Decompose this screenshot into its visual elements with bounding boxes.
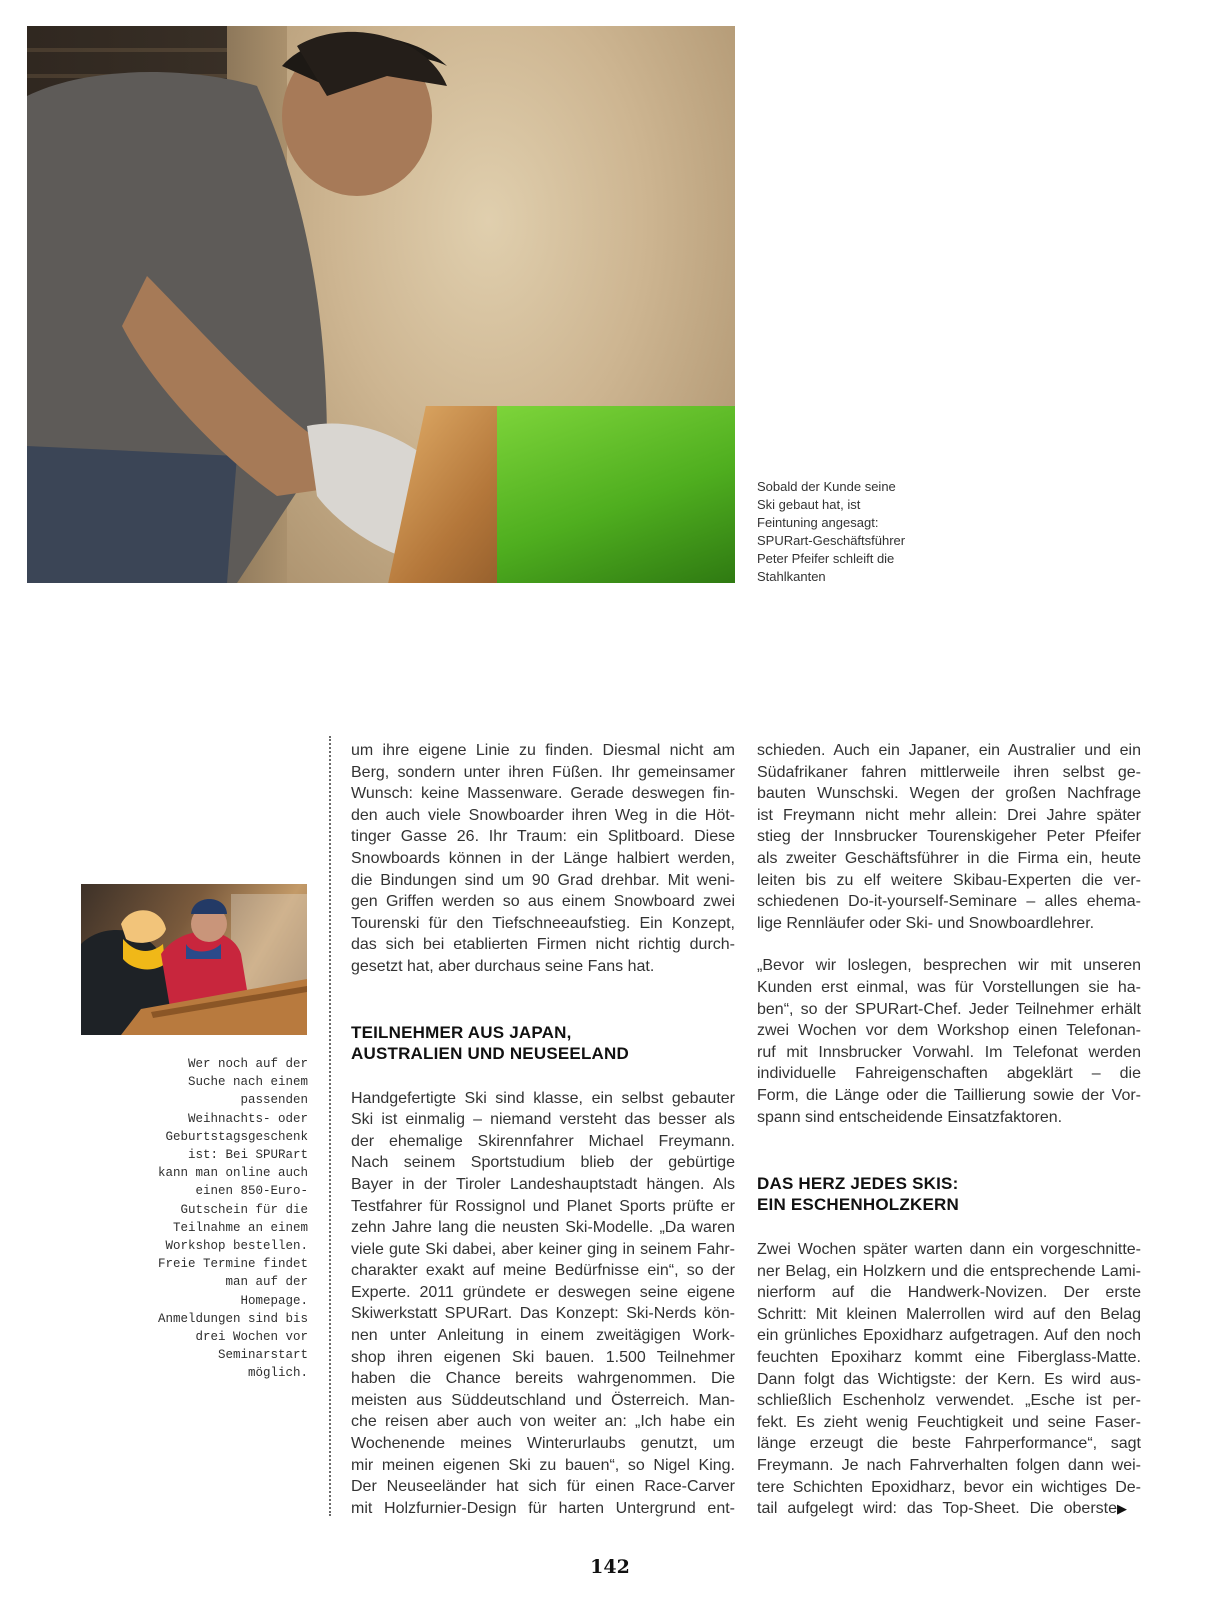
section-heading: TEILNEHMER AUS JAPAN, AUSTRALIEN UND NEUSEELAND bbox=[351, 1022, 629, 1063]
paragraph: schieden. Auch ein Japaner, ein Australier und ein Südafrikaner fahren mittlerweile ihren selbst ge- bauten Wunschski. Wegen der großen Nachfrage ist Freymann nicht mehr allein: Drei Jahre später stieg der Innsbrucker Tourenskigeher Peter Pfeifer als zweiter Geschäftsführer in die Firma ein, heute leiten bis zu elf weitere Skibau-Experten die ver- schiedenen Do-it-yourself-Seminare – alles ehema- lige Rennläufer oder Ski- und Snowboardlehrer. bbox=[757, 742, 1141, 932]
section-heading: DAS HERZ JEDES SKIS: EIN ESCHENHOLZKERN bbox=[757, 1174, 959, 1215]
photo-grinding-machine bbox=[497, 406, 735, 583]
workshop-photo bbox=[81, 884, 307, 1035]
sidebar-tip: Wer noch auf der Suche nach einem passenden Weihnachts- oder Geburtstagsgeschenk ist: Bei SPURart kann man online auch einen 850-Euro- Gutschein für die Teilnahme an einem Workshop bestellen. Freie Termine findet man auf der Homepage. Anmeldungen sind bis drei Wochen vor Seminarstart möglich. bbox=[157, 1057, 308, 1381]
main-photo bbox=[27, 26, 735, 583]
page-number: 142 bbox=[590, 1556, 630, 1578]
paragraph: Zwei Wochen später warten dann ein vorgeschnitte- ner Belag, ein Holzkern und die entsprechende Lami- nierform auf die Handwerk-Novizen. Der erste Schritt: Mit kleinen Malerrollen wird auf den Belag ein grünliches Epoxidharz aufgetragen. Auf den noch feuchten Epoxiharz kommt eine Fiberglass-Matte. Dann folgt das Wichtigste: der Kern. Es wird aus- schließlich Eschenholz verwendet. „Esche ist per- fekt. Es zieht wenig Feuchtigkeit und seine Faser- länge erzeugt die beste Fahrperformance“, sagt Freymann. Je nach Fahrverhalten folgen dann wei- tere Schichten Epoxidharz, bevor ein wichtiges De- tail aufgelegt wird: das Top-Sheet. Die oberste▶ bbox=[757, 1241, 1141, 1518]
workshop-photo-figures bbox=[81, 884, 307, 1035]
article-column-1 bbox=[351, 740, 735, 1519]
column-divider bbox=[329, 736, 331, 1516]
photo-caption: Sobald der Kunde seine Ski gebaut hat, ist Feintuning angesagt: SPURart-Geschäftsführer Peter Pfeifer schleift die Stahlkanten bbox=[757, 479, 906, 584]
paragraph: „Bevor wir loslegen, besprechen wir mit unseren Kunden erst einmal, was für Vorstellungen sie ha- ben“, so der SPURart-Chef. Jeder Teilnehmer erhält zwei Wochen vor dem Workshop einen Telefonan- ruf mit Innsbrucker Vorwahl. Im Telefonat werden individuelle Fahreigenschaften abgeklärt – die Form, die Länge oder die Taillierung sowie der Vor- spann sind entscheidende Einsatzfaktoren. bbox=[757, 957, 1141, 1126]
paragraph: Handgefertigte Ski sind klasse, ein selbst gebauter Ski ist einmalig – niemand versteht das besser als der ehemalige Skirennfahrer Michael Freymann. Nach seinem Sportstudium blieb der gebürtige Bayer in der Tiroler Landeshauptstadt hängen. Als Testfahrer für Rossignol und Planet Sports prüfte er zehn Jahre lang die neusten Ski-Modelle. „Da waren viele gute Ski dabei, aber keiner ging in seinem Fahr- charakter exakt auf meine Bedürfnisse ein“, so der Experte. 2011 gründete er deswegen seine eigene Skiwerkstatt SPURart. Das Konzept: Ski-Nerds kön- nen unter Anleitung in einem zweitägigen Work- shop ihren eigenen Ski bauen. 1.500 Teilnehmer haben die Chance bereits wahrgenommen. Die meisten aus Süddeutschland und Österreich. Man- che reisen aber auch von weiter an: „Ich habe ein Wochenende meines Winterurlaubs genutzt, um mir meinen eigenen Ski zu bauen“, so Nigel King. Der Neuseeländer hat sich für einen Race-Carver mit Holzfurnier-Design für harten Untergrund ent- bbox=[351, 1089, 735, 1517]
continue-arrow-icon: ▶ bbox=[1117, 1501, 1127, 1517]
article-column-2 bbox=[757, 740, 1141, 1520]
paragraph: um ihre eigene Linie zu finden. Diesmal nicht am Berg, sondern unter ihren Füßen. Ihr gemeinsamer Wunsch: keine Massenware. Gerade deswegen fin- den auch viele Snowboarder ihren Weg in die Höt- tinger Gasse 26. Ihr Traum: ein Splitboard. Diese Snowboards können in der Länge halbiert werden, die Bindungen sind um 90 Grad drehbar. Mit weni- gen Griffen werden so aus einem Snowboard zwei Tourenski für den Tiefschneeaufstieg. Ein Konzept, das sich bei etablierten Firmen nicht richtig durch- gesetzt hat, aber durchaus seine Fans hat. bbox=[351, 742, 735, 975]
